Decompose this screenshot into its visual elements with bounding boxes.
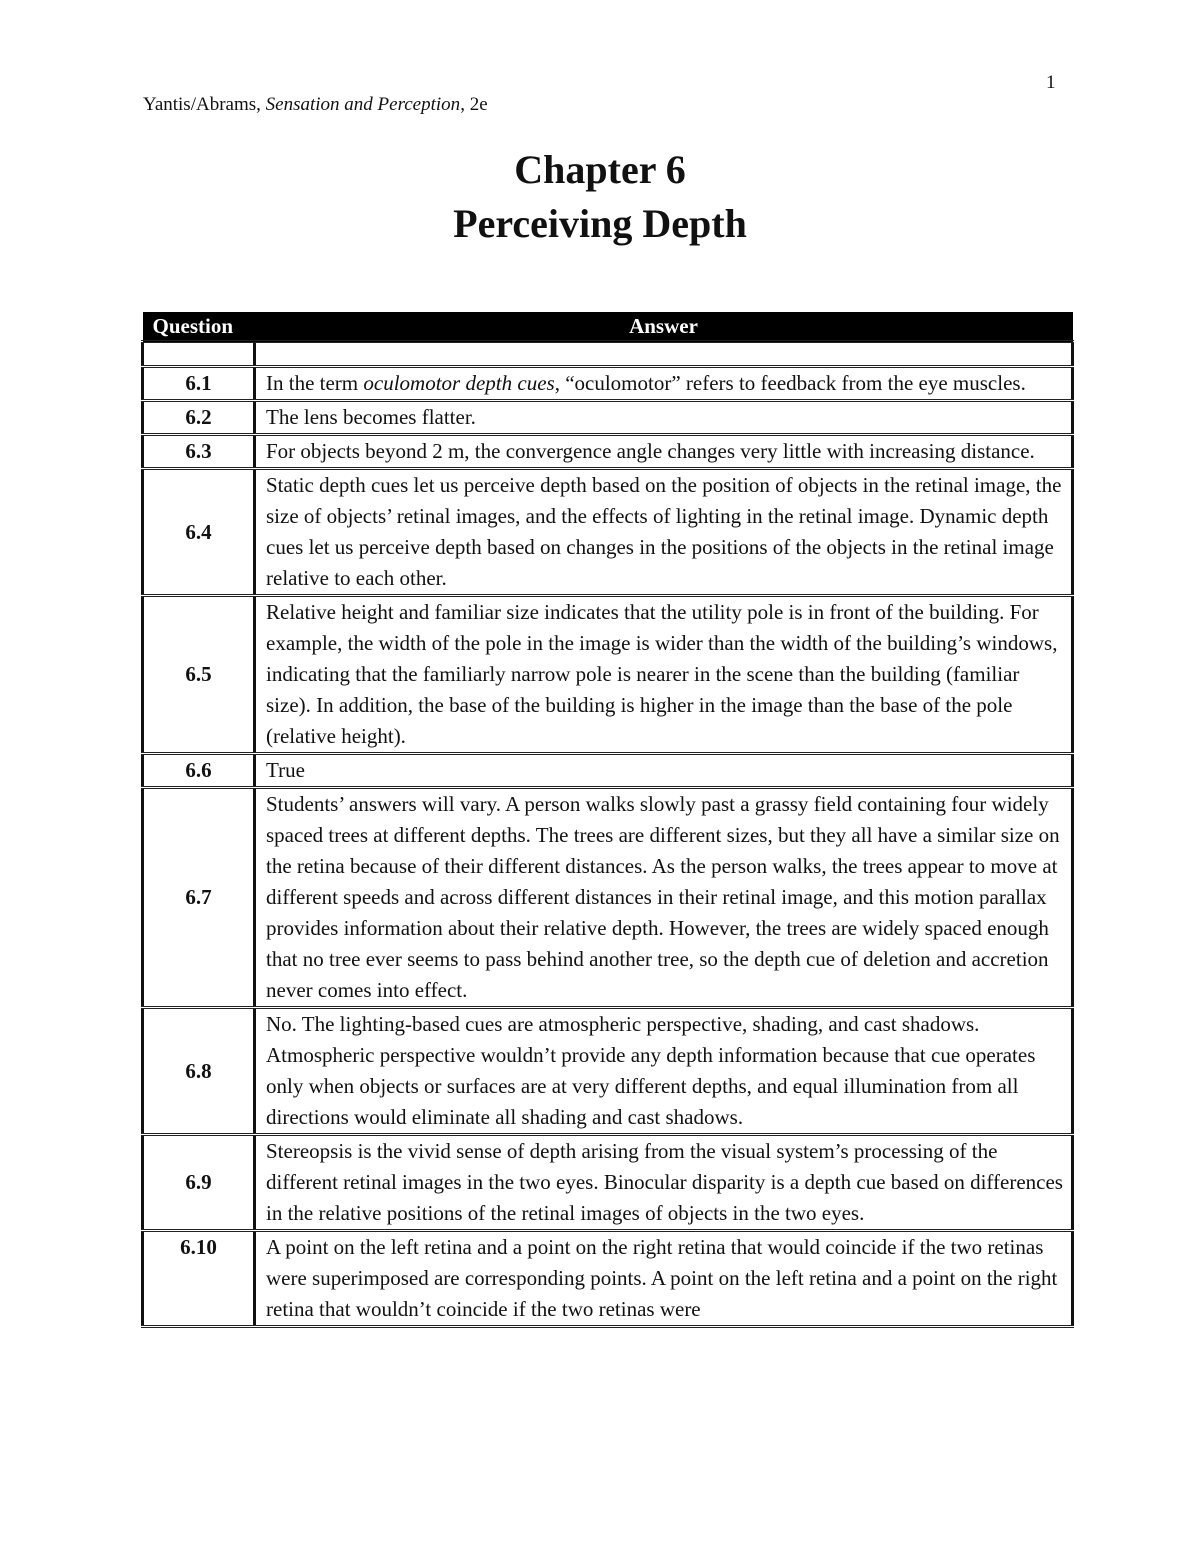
table-row xyxy=(143,1008,1073,1135)
answer-text: In the term xyxy=(266,371,364,395)
question-number-cell: 6.1 xyxy=(143,367,255,401)
question-number-cell: 6.8 xyxy=(143,1008,255,1135)
spacer-cell xyxy=(255,342,1073,367)
question-number-cell: 6.5 xyxy=(143,596,255,754)
answer-column-header: Answer xyxy=(255,312,1073,342)
table-row xyxy=(143,1135,1073,1231)
answer-table xyxy=(141,312,1074,1328)
spacer-cell xyxy=(143,342,255,367)
question-number-cell: 6.7 xyxy=(143,788,255,1008)
answer-cell: A point on the left retina and a point on the right retina that would coincide if the two retinas were superimposed are corresponding points. A point on the left retina and a point on the right retina that wouldn’t coincide if the two retinas were xyxy=(255,1231,1073,1327)
running-header-authors: Yantis/Abrams, xyxy=(143,94,266,115)
answer-cell: Students’ answers will vary. A person walks slowly past a grassy field containing four widely spaced trees at different depths. The trees are different sizes, but they all have a similar size on the retina because of their different distances. As the person walks, the trees appear to move at different speeds and across different distances in their retinal image, and this motion parallax provides information about their relative depth. However, the trees are widely spaced enough that no tree ever seems to pass behind another tree, so the depth cue of deletion and accretion never comes into effect. xyxy=(255,788,1073,1008)
answer-cell xyxy=(255,367,1073,401)
table-spacer-row xyxy=(143,342,1073,367)
table-row xyxy=(143,435,1073,469)
table-row xyxy=(143,596,1073,754)
answer-cell: The lens becomes flatter. xyxy=(255,401,1073,435)
answer-cell: For objects beyond 2 m, the convergence angle changes very little with increasing distance. xyxy=(255,435,1073,469)
page-number: 1 xyxy=(1046,72,1056,93)
answer-cell: True xyxy=(255,754,1073,788)
answer-cell: No. The lighting-based cues are atmospheric perspective, shading, and cast shadows. Atmospheric perspective wouldn’t provide any depth information because that cue operates only when objects or surfaces are at very different depths, and equal illumination from all directions would eliminate all shading and cast shadows. xyxy=(255,1008,1073,1135)
table-row xyxy=(143,754,1073,788)
table-row xyxy=(143,469,1073,596)
answer-text: , “oculomotor” refers to feedback from the eye muscles. xyxy=(554,371,1026,395)
question-number-cell: 6.4 xyxy=(143,469,255,596)
answer-cell: Relative height and familiar size indicates that the utility pole is in front of the building. For example, the width of the pole in the image is wider than the width of the building’s windows, indicating that the familiarly narrow pole is nearer in the scene than the building (familiar size). In addition, the base of the building is higher in the image than the base of the pole (relative height). xyxy=(255,596,1073,754)
answer-italic-term: oculomotor depth cues xyxy=(363,371,555,395)
table-row xyxy=(143,367,1073,401)
question-number-cell: 6.2 xyxy=(143,401,255,435)
question-column-header: Question xyxy=(143,312,255,342)
chapter-title-heading: Perceiving Depth xyxy=(453,201,747,246)
answer-cell: Stereopsis is the vivid sense of depth arising from the visual system’s processing of the different retinal images in the two eyes. Binocular disparity is a depth cue based on differences in the relative positions of the retinal images of objects in the two eyes. xyxy=(255,1135,1073,1231)
running-header-book-title: Sensation and Perception xyxy=(265,94,461,115)
question-number-cell: 6.3 xyxy=(143,435,255,469)
answer-cell: Static depth cues let us perceive depth based on the position of objects in the retinal image, the size of objects’ retinal images, and the effects of lighting in the retinal image. Dynamic depth cues let us perceive depth based on changes in the positions of the objects in the retinal image relative to each other. xyxy=(255,469,1073,596)
running-header xyxy=(143,94,488,116)
question-number-cell: 6.6 xyxy=(143,754,255,788)
question-number-cell: 6.9 xyxy=(143,1135,255,1231)
table-row xyxy=(143,401,1073,435)
table-header-row xyxy=(143,312,1073,342)
table-row xyxy=(143,1231,1073,1327)
table-row xyxy=(143,788,1073,1008)
question-number-cell: 6.10 xyxy=(143,1231,255,1327)
running-header-edition: , 2e xyxy=(460,94,488,115)
chapter-number-heading: Chapter 6 xyxy=(514,147,686,192)
